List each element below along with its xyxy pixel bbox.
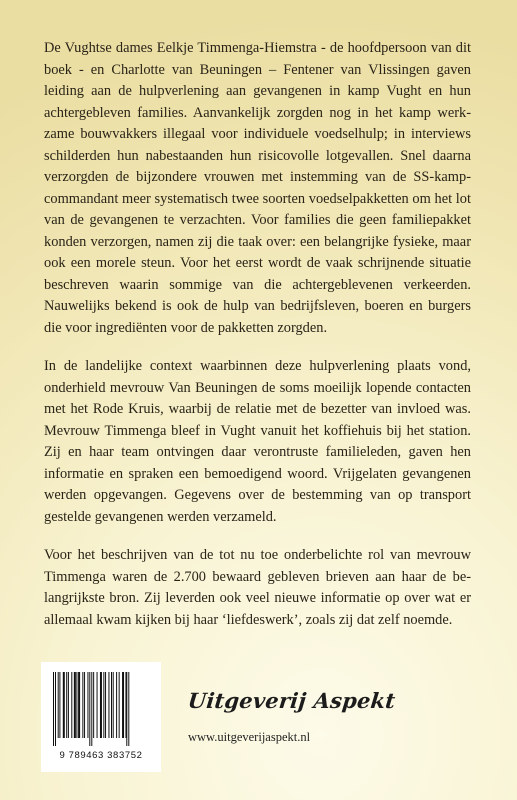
isbn-digits: 9 789463 383752: [59, 750, 143, 761]
publisher-url: www.uitgeverijaspekt.nl: [188, 730, 311, 744]
barcode-bar: [128, 672, 129, 746]
barcode-bar: [122, 672, 124, 738]
blurb-paragraph-3: Voor het beschrijven van de tot nu toe onderbelichte rol van mevrouw Timmenga waren de 2.700 bewaard gebleven brieven aan haar de belangrijkste bron. Zij leverden ook veel nieuwe informatie op over wat er allemaal kwam kijken bij haar ‘liefdeswerk’, zoals zij dat zelf noemde.: [44, 547, 471, 628]
barcode-bar: [74, 672, 76, 738]
barcode-bar: [91, 672, 92, 746]
barcode-bar: [63, 672, 65, 738]
barcode-bar: [89, 672, 90, 746]
barcode-bar: [93, 672, 94, 738]
barcode-bar: [68, 672, 69, 738]
barcode-bar: [76, 672, 77, 738]
isbn-barcode: [41, 662, 161, 772]
barcode-bar: [111, 672, 112, 738]
barcode-bar: [100, 672, 102, 738]
barcode-bar: [125, 672, 126, 738]
barcode-bars: [51, 672, 151, 746]
barcode-bar: [116, 672, 117, 738]
barcode-bar: [71, 672, 72, 738]
barcode-bar: [126, 672, 127, 746]
barcode-bar: [97, 672, 98, 738]
blurb-paragraph-1: De Vughtse dames Eelkje Timmenga-Hiemstra - de hoofdpersoon van dit boek - en Charlotte van Beuningen – Fentener van Vlissingen gaven leiding aan de hulpverlening aan gevangenen in kamp Vught en hun achtergebleven families. Aanvankelijk zorgden nog in het kamp werkzame bouwvakkers illegaal voor individuele voedselhulp; in interviews schilderden hun nabestaanden hun risicovolle lotgevallen. Snel daarna verzorgden de bijzondere vrouwen met instemming van de SS-kampcommandant meer systematisch twee soorten voedselpakketten om het lot van de gevangenen te verzachten. Voor families die geen familiepakket konden verzorgen, namen zij die taak over: een belangrijke fysieke, maar ook een morele steun. Voor het eerst wordt de vaak schrijnende situatie beschreven waarin sommige van die achtergeblevenen verkeerden. Nauwelijks bekend is ook de hulp van bedrijfsleven, boeren en burgers die voor ingrediënten voor de pakketten zorgden.: [44, 40, 471, 336]
barcode-bar: [105, 672, 106, 738]
barcode-bar: [82, 672, 83, 738]
blurb-paragraph-2: In de landelijke context waarbinnen deze hulpverlening plaats vond, onderhield mevrouw Van Beuningen de soms moeilijk lopende contacten met het Rode Kruis, waarbij de relatie met de bezetter van invloed was. Mevrouw Timmenga bleef in Vught vanuit het koffiehuis bij het station. Zij en haar team ontvingen daar verontruste familieleden, gaven hen informatie en spraken een bemoedigend woord. Vrijgelaten gevangenen werden opgevangen. Gegevens over de bestemming van op transport gestelde gevangenen werden verzameld.: [44, 358, 471, 525]
barcode-bar: [108, 672, 109, 738]
barcode-bar: [119, 672, 120, 738]
barcode-bar: [58, 672, 59, 738]
barcode-bar: [59, 672, 60, 738]
barcode-bar: [103, 672, 104, 738]
barcode-bar: [66, 672, 67, 738]
barcode-bar: [87, 672, 88, 738]
barcode-bar: [53, 672, 54, 746]
publisher-logo: Uitgeverij Aspekt: [186, 688, 397, 713]
blurb-text: [44, 38, 471, 631]
barcode-bar: [55, 672, 56, 746]
barcode-bar: [78, 672, 80, 738]
barcode-bar: [113, 672, 114, 738]
barcode-bar: [84, 672, 85, 738]
